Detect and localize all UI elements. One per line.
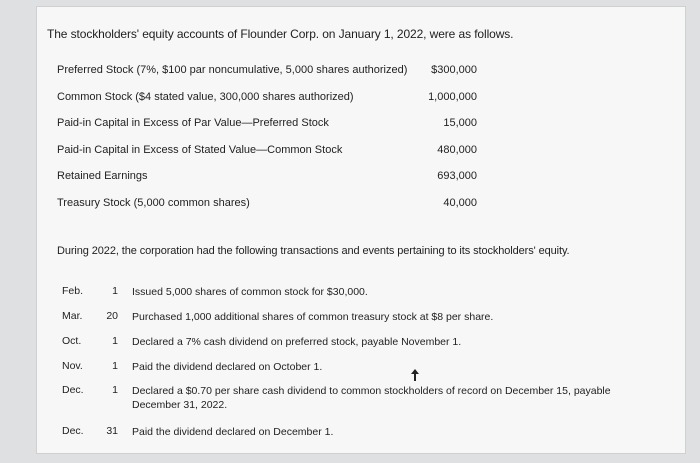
equity-amount: $300,000: [431, 64, 477, 76]
transaction-description: Declared a $0.70 per share cash dividend to common stockholders of record on December 15, payable December 31, 2022.: [132, 385, 611, 411]
transaction-row: [57, 360, 667, 384]
transaction-month: Dec.: [62, 384, 84, 396]
transaction-row: [57, 310, 667, 335]
transactions-list: [57, 285, 667, 445]
mouse-cursor-icon: [411, 369, 419, 381]
transaction-description: Paid the dividend declared on December 1.: [132, 426, 334, 438]
transaction-row: [57, 384, 667, 425]
transaction-description: Issued 5,000 shares of common stock for $30,000.: [132, 286, 368, 298]
equity-label: Preferred Stock (7%, $100 par noncumulative, 5,000 shares authorized): [57, 64, 408, 76]
equity-amount: 40,000: [443, 196, 477, 209]
transaction-row: [57, 425, 667, 445]
equity-accounts-table: [57, 64, 477, 224]
transaction-row: [57, 285, 667, 310]
equity-row: [57, 197, 477, 224]
transaction-month: Nov.: [62, 360, 83, 372]
equity-label: Paid-in Capital in Excess of Par Value—Preferred Stock: [57, 117, 329, 130]
equity-row: [57, 64, 477, 91]
transaction-month: Feb.: [62, 285, 84, 297]
transaction-description: Purchased 1,000 additional shares of common treasury stock at $8 per share.: [132, 311, 494, 323]
transaction-description: Declared a 7% cash dividend on preferred stock, payable November 1.: [132, 336, 462, 348]
transaction-day: 1: [112, 360, 118, 372]
transaction-month: Mar.: [62, 310, 83, 322]
equity-row: [57, 117, 477, 144]
equity-amount: 480,000: [437, 143, 477, 156]
equity-amount: 1,000,000: [428, 90, 477, 103]
equity-row: [57, 91, 477, 118]
transaction-day: 1: [112, 285, 118, 297]
equity-amount: 693,000: [437, 170, 477, 183]
problem-card: [36, 6, 686, 454]
transaction-month: Oct.: [62, 335, 82, 347]
transaction-day: 31: [106, 425, 118, 437]
equity-row: [57, 170, 477, 197]
equity-label: Paid-in Capital in Excess of Stated Value—Common Stock: [57, 143, 343, 156]
transaction-day: 1: [112, 335, 118, 347]
equity-label: Common Stock ($4 stated value, 300,000 shares authorized): [57, 90, 354, 103]
transaction-month: Dec.: [62, 425, 84, 437]
transaction-day: 1: [112, 384, 118, 396]
transaction-day: 20: [106, 310, 118, 322]
equity-row: [57, 144, 477, 171]
transaction-row: [57, 335, 667, 360]
equity-label: Treasury Stock (5,000 common shares): [57, 196, 250, 209]
transactions-intro-text: During 2022, the corporation had the following transactions and events pertaining to its stockholders' equity.: [57, 245, 570, 257]
equity-label: Retained Earnings: [57, 170, 148, 183]
transaction-description: Paid the dividend declared on October 1.: [132, 361, 323, 373]
intro-text: The stockholders' equity accounts of Flounder Corp. on January 1, 2022, were as follows.: [47, 27, 514, 41]
equity-amount: 15,000: [443, 117, 477, 130]
